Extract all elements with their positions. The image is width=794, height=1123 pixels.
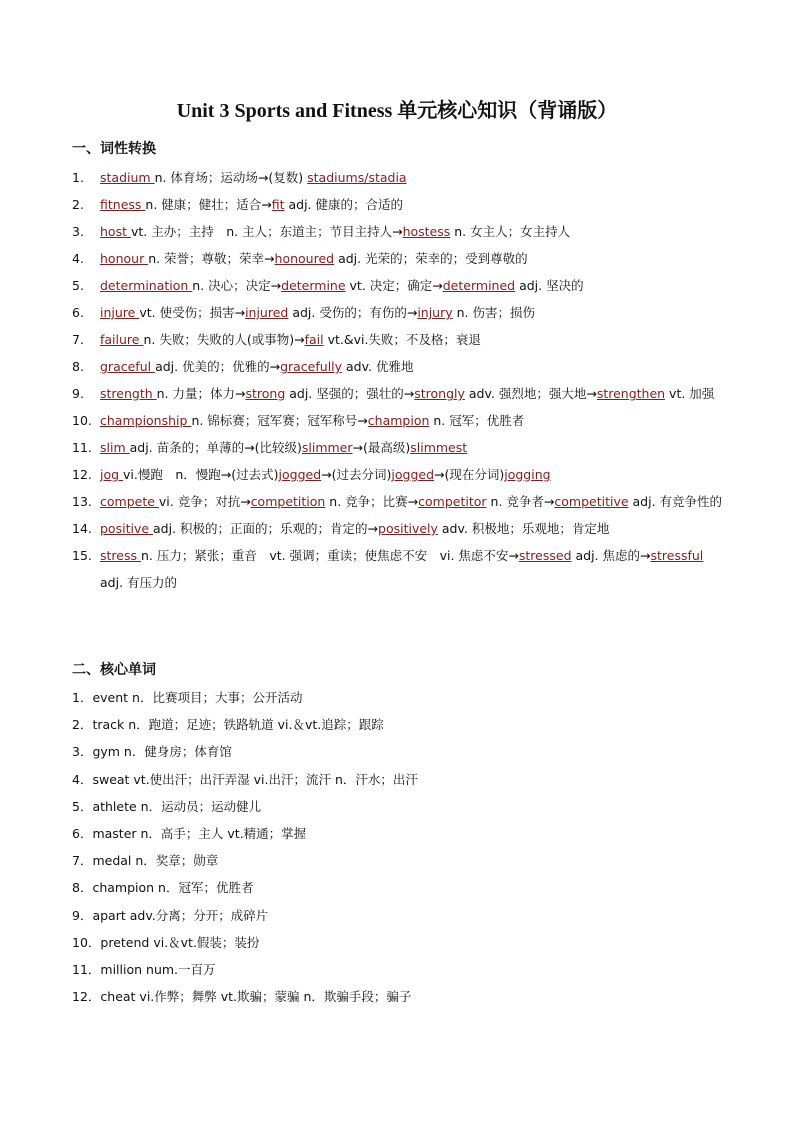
- item-text: [100, 164, 724, 191]
- answer-word: slim: [100, 440, 130, 455]
- answer-word: slimmest: [410, 440, 468, 455]
- item-number: 5.: [72, 278, 84, 293]
- item-text: [100, 488, 724, 515]
- answer-word: compete: [100, 494, 159, 509]
- definition-text: n. 体育场；运动场→(复数): [154, 170, 308, 185]
- definition-text: adj. 有竞争性的: [628, 494, 723, 509]
- definition-text: n. 力量；体力→: [156, 386, 246, 401]
- word-form-item: [72, 488, 724, 515]
- answer-word: jog: [100, 467, 124, 482]
- answer-word: competitive: [554, 494, 629, 509]
- answer-word: strong: [245, 386, 286, 401]
- definition-text: n. 竞争者→: [486, 494, 555, 509]
- definition-text: vt. 主办；主持 n. 主人；东道主；节目主持人→: [130, 224, 403, 239]
- answer-word: competition: [250, 494, 326, 509]
- definition-text: n. 健康；健壮；适合→: [145, 197, 272, 212]
- item-number: 8.: [72, 359, 84, 374]
- core-word-item: 10．pretend vi.＆vt.假装；装扮: [72, 934, 260, 950]
- answer-word: determined: [442, 278, 516, 293]
- definition-text: n. 冠军；优胜者: [429, 413, 525, 428]
- answer-word: positive: [100, 521, 154, 536]
- core-word-item: 7．medal n．奖章；勋章: [72, 853, 219, 869]
- core-word-item: 9．apart adv.分离；分开；成碎片: [72, 907, 269, 923]
- answer-word: host: [100, 224, 131, 239]
- word-forms-list: [72, 164, 724, 596]
- item-number: 3.: [72, 224, 84, 239]
- definition-text: n. 伤害；损伤: [452, 305, 535, 320]
- definition-text: n. 竞争；比赛→: [325, 494, 419, 509]
- word-form-item: [72, 380, 724, 407]
- answer-word: jogging: [504, 467, 551, 482]
- item-number: 2.: [72, 197, 84, 212]
- item-number: 12.: [72, 467, 92, 482]
- answer-word: fail: [304, 332, 324, 347]
- item-text: [100, 326, 724, 353]
- definition-text: n. 失败；失败的人(或事物)→: [143, 332, 305, 347]
- item-text: [100, 191, 724, 218]
- answer-word: strength: [100, 386, 157, 401]
- word-form-item: [72, 164, 724, 191]
- item-text: [100, 353, 724, 380]
- word-form-item: [72, 299, 724, 326]
- item-number: 15.: [72, 548, 92, 563]
- item-text: [100, 407, 724, 434]
- definition-text: adv. 强烈地；强大地→: [464, 386, 597, 401]
- item-text: [100, 461, 724, 488]
- word-form-item: [72, 542, 724, 596]
- definition-text: adj. 焦虑的→: [571, 548, 651, 563]
- core-word-item: 11．million num.一百万: [72, 962, 216, 978]
- answer-word: determination: [100, 278, 193, 293]
- item-number: 14.: [72, 521, 92, 536]
- definition-text: vt. 使受伤；损害→: [139, 305, 246, 320]
- answer-word: stressed: [518, 548, 572, 563]
- item-number: 4.: [72, 251, 84, 266]
- definition-text: adj. 优美的；优雅的→: [155, 359, 281, 374]
- core-word-item: 3．gym n．健身房；体育馆: [72, 744, 232, 760]
- page-title: Unit 3 Sports and Fitness 单元核心知识（背诵版）: [176, 100, 618, 122]
- answer-word: strongly: [414, 386, 465, 401]
- item-text: [100, 542, 724, 596]
- word-form-item: [72, 434, 724, 461]
- answer-word: competitor: [418, 494, 487, 509]
- definition-text: →(现在分词): [434, 467, 505, 482]
- item-text: [100, 218, 724, 245]
- core-word-item: 6．master n．高手；主人 vt.精通；掌握: [72, 826, 307, 842]
- answer-word: jogged: [391, 467, 435, 482]
- definition-text: n. 决心；决定→: [192, 278, 282, 293]
- answer-word: injury: [417, 305, 453, 320]
- answer-word: positively: [378, 521, 438, 536]
- item-number: 11.: [72, 440, 92, 455]
- item-number: 7.: [72, 332, 84, 347]
- answer-word: injured: [245, 305, 289, 320]
- answer-word: honoured: [274, 251, 335, 266]
- word-form-item: [72, 245, 724, 272]
- answer-word: championship: [100, 413, 192, 428]
- answer-word: graceful: [100, 359, 156, 374]
- word-form-item: [72, 353, 724, 380]
- section-heading-core-words: 二、核心单词: [72, 662, 156, 678]
- definition-text: adj. 坚决的: [515, 278, 584, 293]
- answer-word: stress: [100, 548, 141, 563]
- word-form-item: [72, 407, 724, 434]
- answer-word: fitness: [100, 197, 146, 212]
- definition-text: vt. 加强: [665, 386, 715, 401]
- answer-word: champion: [367, 413, 430, 428]
- definition-text: n. 女主人；女主持人: [450, 224, 571, 239]
- definition-text: vi. 竞争；对抗→: [158, 494, 251, 509]
- definition-text: adj. 积极的；正面的；乐观的；肯定的→: [153, 521, 379, 536]
- answer-word: honour: [100, 251, 149, 266]
- answer-word: stadium: [100, 170, 155, 185]
- section-heading-word-forms: 一、词性转换: [72, 141, 156, 157]
- word-form-item: [72, 515, 724, 542]
- core-word-item: 8．champion n．冠军；优胜者: [72, 880, 254, 896]
- item-number: 9.: [72, 386, 84, 401]
- definition-text: adj. 光荣的；荣幸的；受到尊敬的: [334, 251, 528, 266]
- definition-text: vi.慢跑 n．慢跑→(过去式): [123, 467, 279, 482]
- word-form-item: [72, 191, 724, 218]
- item-text: [100, 380, 724, 407]
- answer-word: slimmer: [301, 440, 353, 455]
- answer-word: stadiums/stadia: [307, 170, 407, 185]
- definition-text: adj. 受伤的；有伤的→: [288, 305, 418, 320]
- definition-text: n. 锦标赛；冠军赛；冠军称号→: [191, 413, 368, 428]
- definition-text: adj. 苗条的；单薄的→(比较级): [129, 440, 302, 455]
- item-number: 6.: [72, 305, 84, 320]
- item-number: 10.: [72, 413, 92, 428]
- definition-text: adj. 健康的；合适的: [284, 197, 404, 212]
- word-form-item: [72, 272, 724, 299]
- answer-word: strengthen: [596, 386, 666, 401]
- answer-word: hostess: [402, 224, 451, 239]
- answer-word: determine: [281, 278, 346, 293]
- definition-text: →(最高级): [352, 440, 411, 455]
- item-text: [100, 434, 724, 461]
- answer-word: stressful: [650, 548, 704, 563]
- core-word-item: 1．event n．比赛项目；大事；公开活动: [72, 690, 303, 705]
- item-number: 1.: [72, 170, 84, 185]
- definition-text: vt.&vi.失败；不及格；衰退: [323, 332, 481, 347]
- core-word-item: 2．track n．跑道；足迹；铁路轨道 vi.＆vt.追踪；跟踪: [72, 717, 384, 733]
- definition-text: adj. 有压力的: [100, 575, 178, 590]
- item-text: [100, 245, 724, 272]
- item-text: [100, 515, 724, 542]
- core-word-item: 4．sweat vt.使出汗；出汗弄湿 vi.出汗；流汗 n．汗水；出汗: [72, 771, 418, 787]
- definition-text: adj. 坚强的；强壮的→: [285, 386, 415, 401]
- definition-text: adv. 积极地；乐观地；肯定地: [437, 521, 610, 536]
- item-text: [100, 299, 724, 326]
- core-word-item: 5．athlete n．运动员；运动健儿: [72, 798, 262, 814]
- core-word-item: 12．cheat vi.作弊；舞弊 vt.欺骗；蒙骗 n．欺骗手段；骗子: [72, 989, 412, 1005]
- word-form-item: [72, 218, 724, 245]
- word-form-item: [72, 326, 724, 353]
- answer-word: failure: [100, 332, 144, 347]
- word-form-item: [72, 461, 724, 488]
- core-words-list: [72, 684, 724, 1010]
- answer-word: injure: [100, 305, 140, 320]
- definition-text: →(过去分词): [321, 467, 392, 482]
- definition-text: n. 荣誉；尊敬；荣幸→: [148, 251, 275, 266]
- definition-text: adv. 优雅地: [342, 359, 414, 374]
- item-text: [100, 272, 724, 299]
- answer-word: gracefully: [280, 359, 343, 374]
- answer-word: jogged: [278, 467, 322, 482]
- definition-text: n. 压力；紧张；重音 vt. 强调；重读；使焦虑不安 vi. 焦虑不安→: [140, 548, 519, 563]
- answer-word: fit: [271, 197, 285, 212]
- item-number: 13.: [72, 494, 92, 509]
- definition-text: vt. 决定；确定→: [345, 278, 443, 293]
